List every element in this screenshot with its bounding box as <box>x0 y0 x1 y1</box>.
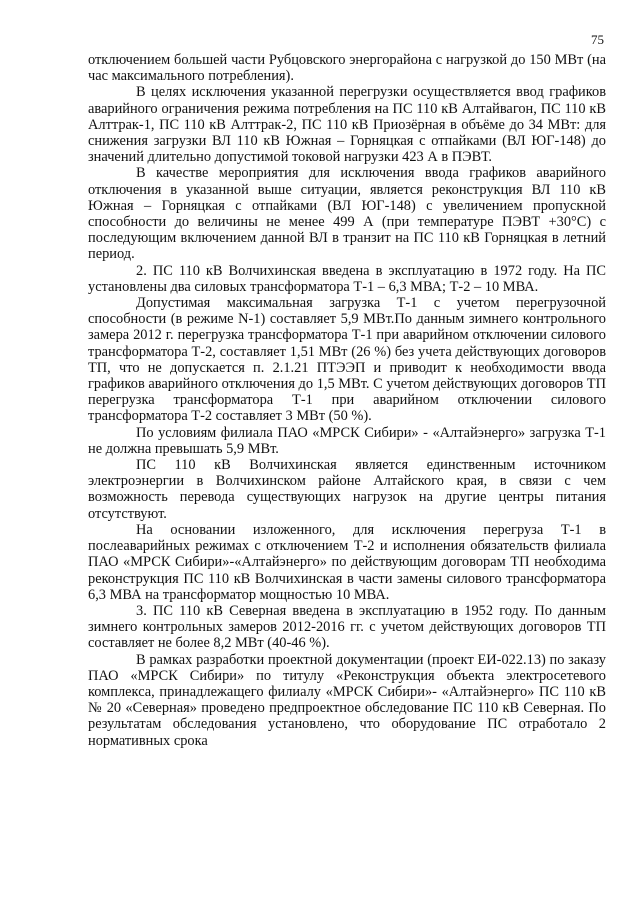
paragraph: ПС 110 кВ Волчихинская является единственным источником электроэнергии в Волчихинском районе Алтайского края, в связи с чем возможность перевода существующих нагрузок на другие центры питания отсутствуют. <box>88 457 606 522</box>
paragraph: В целях исключения указанной перегрузки осуществляется ввод графиков аварийного ограничения режима потребления на ПС 110 кВ Алтайвагон, ПС 110 кВ Алттрак-1, ПС 110 кВ Алттрак-2, ПС 110 кВ Приозёрная в объёме до 34 МВт: для снижения загрузки ВЛ 110 кВ Южная – Горняцкая с отпайками (ВЛ ЮГ-148) до значений длительно допустимой токовой нагрузки 423 А в ПЭВТ. <box>88 84 606 166</box>
paragraph: Допустимая максимальная загрузка Т-1 с учетом перегрузочной способности (в режиме N-1) составляет 5,9 МВт.По данным зимнего контрольного замера 2012 г. перегрузка трансформатора Т-1 при аварийном отключении силового трансформатора Т-2, составляет 1,51 МВт (26 %) без учета действующих договоров ТП, что не допускается п. 2.1.21 ПТЭЭП и приводит к необходимости ввода графиков аварийного отключения до 1,5 МВт. С учетом действующих договоров ТП перегрузка трансформатора Т-1 при аварийном отключении силового трансформатора Т-2 составляет 3 МВт (50 %). <box>88 295 606 425</box>
paragraph: отключением большей части Рубцовского энергорайона с нагрузкой до 150 МВт (на час максимального потребления). <box>88 52 606 85</box>
paragraph: В качестве мероприятия для исключения ввода графиков аварийного отключения в указанной выше ситуации, является реконструкция ВЛ 110 кВ Южная – Горняцкая с отпайками (ВЛ ЮГ-148) с увеличением пропускной способности до величины не менее 499 А (при температуре ПЭВТ +30°С) с последующим включением данной ВЛ в транзит на ПС 110 кВ Горняцкая в летний период. <box>88 165 606 263</box>
paragraph: В рамках разработки проектной документации (проект ЕИ-022.13) по заказу ПАО «МРСК Сибири» по титулу «Реконструкция объекта электросетевого комплекса, принадлежащего филиалу «МРСК Сибири»- «Алтайэнерго» ПС 110 кВ № 20 «Северная» проведено предпроектное обследование ПС 110 кВ Северная. По результатам обследования установлено, что оборудование ПС отработало 2 нормативных срока <box>88 651 606 749</box>
paragraph: 3. ПС 110 кВ Северная введена в эксплуатацию в 1952 году. По данным зимнего контрольных замеров 2012-2016 гг. с учетом действующих договоров ТП составляет не более 8,2 МВт (40-46 %). <box>88 602 606 652</box>
document-body <box>88 52 606 749</box>
paragraph: На основании изложенного, для исключения перегруза Т-1 в послеаварийных режимах с отключением Т-2 и исполнения обязательств филиала ПАО «МРСК Сибири»-«Алтайэнерго» по действующим договорам ТП необходима реконструкция ПС 110 кВ Волчихинская в части замены силового трансформатора 6,3 МВА на трансформатор мощностью 10 МВА. <box>88 521 606 603</box>
page-number: 75 <box>591 32 604 47</box>
paragraph: 2. ПС 110 кВ Волчихинская введена в эксплуатацию в 1972 году. На ПС установлены два силовых трансформатора Т-1 – 6,3 МВА; Т-2 – 10 МВА. <box>88 262 606 295</box>
paragraph: По условиям филиала ПАО «МРСК Сибири» - «Алтайэнерго» загрузка Т-1 не должна превышать 5,9 МВт. <box>88 424 606 457</box>
